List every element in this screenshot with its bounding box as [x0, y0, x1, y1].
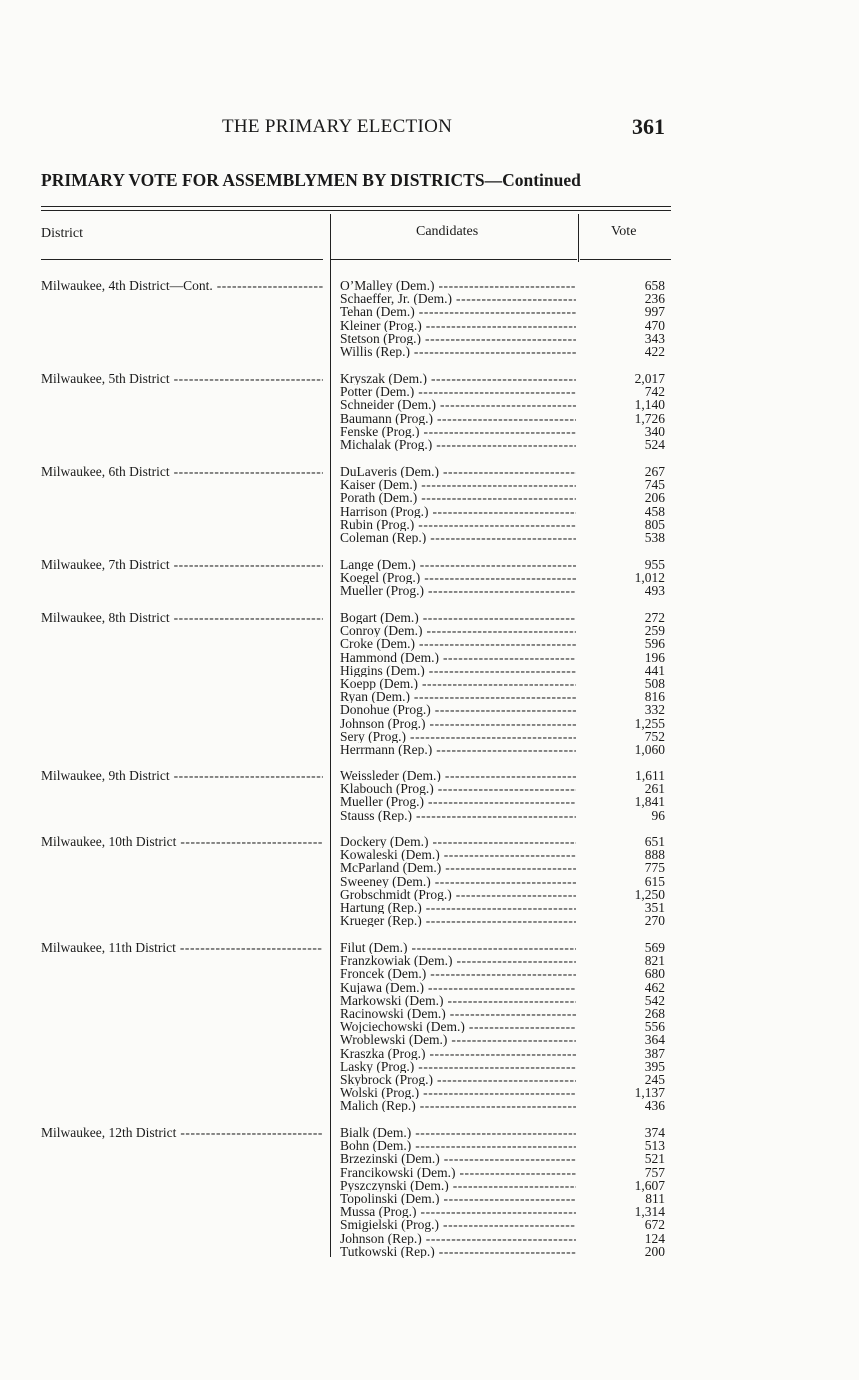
running-head: THE PRIMARY ELECTION — [222, 116, 453, 137]
table-row — [340, 1166, 671, 1179]
district-name: Milwaukee, 7th District ----- — [41, 558, 323, 571]
district-name: Milwaukee, 12th District ----- — [41, 1126, 323, 1139]
vote-count: 805 — [644, 516, 665, 532]
table-row — [340, 782, 671, 795]
candidate-name: Porath (Dem.) ----- — [340, 491, 576, 504]
table-row — [340, 584, 671, 597]
table-row — [340, 717, 671, 730]
vote-count: 259 — [644, 623, 665, 639]
vote-count: 680 — [644, 966, 665, 982]
vote-count: 267 — [644, 464, 665, 479]
vote-count: 206 — [644, 490, 665, 506]
header-bottom-rule-district — [41, 259, 323, 260]
vote-count: 775 — [644, 860, 665, 876]
district-name: Milwaukee, 4th District—Cont. ----- — [41, 279, 323, 292]
district-name: Milwaukee, 10th District ----- — [41, 835, 323, 848]
vote-count: 96 — [651, 807, 665, 823]
candidate-name: Malich (Rep.) ----- — [340, 1099, 576, 1112]
candidate-name: Dockery (Dem.) ----- — [340, 835, 576, 848]
candidate-name: Herrmann (Rep.) ----- — [340, 743, 576, 756]
candidate-name: Fenske (Prog.) ----- — [340, 425, 576, 438]
table-row — [340, 611, 671, 624]
table-row — [340, 981, 671, 994]
candidate-name: Kryszak (Dem.) ----- — [340, 372, 576, 385]
vote-count: 268 — [644, 1005, 665, 1021]
table-row — [340, 1047, 671, 1060]
vote-count: 332 — [644, 702, 665, 718]
vote-count: 364 — [644, 1032, 665, 1048]
candidate-name: Rubin (Prog.) ----- — [340, 518, 576, 531]
candidate-list — [340, 372, 671, 451]
column-header-candidates: Candidates — [416, 224, 479, 239]
table-row — [340, 372, 671, 385]
candidate-name: Lasky (Prog.) ----- — [340, 1060, 576, 1073]
candidate-name: Bialk (Dem.) ----- — [340, 1126, 576, 1139]
table-row — [340, 994, 671, 1007]
table-row — [340, 730, 671, 743]
vote-count: 569 — [644, 940, 665, 955]
table-row — [340, 1152, 671, 1165]
candidate-name: Hammond (Dem.) ----- — [340, 651, 576, 664]
vote-count: 340 — [644, 423, 665, 439]
candidate-name: Harrison (Prog.) ----- — [340, 505, 576, 518]
district-name: Milwaukee, 11th District ----- — [41, 941, 323, 954]
vote-count: 351 — [644, 899, 665, 915]
table-row — [340, 491, 671, 504]
table-row — [340, 835, 671, 848]
candidate-name: Baumann (Prog.) ----- — [340, 412, 576, 425]
table-row — [340, 385, 671, 398]
candidate-name: Stauss (Rep.) ----- — [340, 809, 576, 822]
vote-count: 745 — [644, 477, 665, 493]
candidate-name: Michalak (Prog.) ----- — [340, 438, 576, 451]
table-row — [340, 292, 671, 305]
table-row — [340, 518, 671, 531]
table-row — [340, 1007, 671, 1020]
table-row — [340, 677, 671, 690]
vote-count: 1,255 — [634, 715, 665, 731]
vote-count: 124 — [644, 1230, 665, 1246]
district-name: Milwaukee, 8th District ----- — [41, 611, 323, 624]
column-header-district: District — [41, 226, 83, 241]
candidate-name: Ryan (Dem.) ----- — [340, 690, 576, 703]
vote-count: 422 — [644, 343, 665, 359]
vote-count: 821 — [644, 953, 665, 969]
candidate-name: Skybrock (Prog.) ----- — [340, 1073, 576, 1086]
vote-count: 1,726 — [634, 410, 665, 426]
candidate-name: Weissleder (Dem.) ----- — [340, 769, 576, 782]
candidate-name: Higgins (Dem.) ----- — [340, 664, 576, 677]
table-row — [340, 505, 671, 518]
table-row — [340, 967, 671, 980]
table-row — [340, 1218, 671, 1231]
candidate-name: Wroblewski (Dem.) ----- — [340, 1033, 576, 1046]
table-row — [340, 1179, 671, 1192]
vote-count: 1,314 — [634, 1204, 665, 1220]
candidate-name: McParland (Dem.) ----- — [340, 861, 576, 874]
vote-count: 1,607 — [634, 1177, 665, 1193]
table-row — [340, 1126, 671, 1139]
table-row — [340, 438, 671, 451]
table-row — [340, 901, 671, 914]
candidate-name: Mueller (Prog.) ----- — [340, 795, 576, 808]
candidate-name: Mueller (Prog.) ----- — [340, 584, 576, 597]
vote-count: 521 — [644, 1151, 665, 1167]
candidate-name: Kraszka (Prog.) ----- — [340, 1047, 576, 1060]
candidate-name: Lange (Dem.) ----- — [340, 558, 576, 571]
candidate-name: Kowaleski (Dem.) ----- — [340, 848, 576, 861]
table-row — [340, 425, 671, 438]
candidate-name: Brzezinski (Dem.) ----- — [340, 1152, 576, 1165]
candidate-name: Johnson (Prog.) ----- — [340, 717, 576, 730]
table-row — [340, 624, 671, 637]
candidate-name: Filut (Dem.) ----- — [340, 941, 576, 954]
table-row — [340, 651, 671, 664]
table-row — [340, 305, 671, 318]
table-top-rule-2 — [41, 210, 671, 211]
table-row — [340, 941, 671, 954]
table-row — [340, 465, 671, 478]
candidate-name: Sweeney (Dem.) ----- — [340, 875, 576, 888]
candidate-list — [340, 611, 671, 756]
vote-count: 470 — [644, 317, 665, 333]
table-row — [340, 769, 671, 782]
candidate-name: Klabouch (Prog.) ----- — [340, 782, 576, 795]
table-row — [340, 1245, 671, 1258]
table-row — [340, 1073, 671, 1086]
candidate-name: Francikowski (Dem.) ----- — [340, 1166, 576, 1179]
candidate-name: Coleman (Rep.) ----- — [340, 531, 576, 544]
table-row — [340, 1192, 671, 1205]
header-bottom-rule-vote — [580, 259, 671, 260]
vote-count: 615 — [644, 873, 665, 889]
column-divider-1 — [330, 214, 331, 1257]
vote-count: 672 — [644, 1217, 665, 1233]
candidate-name: Froncek (Dem.) ----- — [340, 967, 576, 980]
vote-count: 261 — [644, 781, 665, 797]
candidate-name: Markowski (Dem.) ----- — [340, 994, 576, 1007]
candidate-name: Donohue (Prog.) ----- — [340, 703, 576, 716]
candidate-list — [340, 835, 671, 927]
vote-count: 596 — [644, 636, 665, 652]
table-row — [340, 319, 671, 332]
vote-count: 1,140 — [634, 397, 665, 413]
candidate-name: Johnson (Rep.) ----- — [340, 1232, 576, 1245]
table-row — [340, 398, 671, 411]
candidate-name: Smigielski (Prog.) ----- — [340, 1218, 576, 1231]
candidate-name: Stetson (Prog.) ----- — [340, 332, 576, 345]
candidate-name: Willis (Rep.) ----- — [340, 345, 576, 358]
table-row — [340, 637, 671, 650]
vote-count: 752 — [644, 728, 665, 744]
column-divider-2 — [578, 214, 579, 262]
candidate-name: Kleiner (Prog.) ----- — [340, 319, 576, 332]
table-row — [340, 875, 671, 888]
table-row — [340, 914, 671, 927]
vote-count: 888 — [644, 847, 665, 863]
column-header-vote: Vote — [611, 224, 637, 239]
candidate-name: Hartung (Rep.) ----- — [340, 901, 576, 914]
vote-count: 1,012 — [634, 570, 665, 586]
table-row — [340, 954, 671, 967]
candidate-name: Grobschmidt (Prog.) ----- — [340, 888, 576, 901]
vote-count: 658 — [644, 278, 665, 293]
vote-count: 343 — [644, 330, 665, 346]
vote-count: 2,017 — [634, 371, 665, 386]
candidate-name: Franzkowiak (Dem.) ----- — [340, 954, 576, 967]
vote-count: 1,060 — [634, 741, 665, 757]
candidate-name: Kaiser (Dem.) ----- — [340, 478, 576, 491]
candidate-list — [340, 769, 671, 822]
vote-count: 955 — [644, 557, 665, 572]
candidate-list — [340, 1126, 671, 1258]
candidate-name: Tutkowski (Rep.) ----- — [340, 1245, 576, 1258]
candidate-name: Mussa (Prog.) ----- — [340, 1205, 576, 1218]
table-row — [340, 332, 671, 345]
vote-count: 508 — [644, 675, 665, 691]
vote-count: 374 — [644, 1125, 665, 1140]
vote-count: 462 — [644, 979, 665, 995]
district-name: Milwaukee, 6th District ----- — [41, 465, 323, 478]
candidate-name: Koegel (Prog.) ----- — [340, 571, 576, 584]
candidate-name: Bohn (Dem.) ----- — [340, 1139, 576, 1152]
page-number: 361 — [632, 114, 665, 139]
candidate-name: Wojciechowski (Dem.) ----- — [340, 1020, 576, 1033]
table-row — [340, 1033, 671, 1046]
vote-count: 493 — [644, 583, 665, 599]
vote-count: 1,250 — [634, 886, 665, 902]
vote-count: 816 — [644, 689, 665, 705]
vote-count: 1,841 — [634, 794, 665, 810]
table-row — [340, 795, 671, 808]
table-row — [340, 412, 671, 425]
candidate-name: O’Malley (Dem.) ----- — [340, 279, 576, 292]
table-row — [340, 664, 671, 677]
vote-count: 513 — [644, 1138, 665, 1154]
candidate-list — [340, 279, 671, 358]
table-row — [340, 558, 671, 571]
table-row — [340, 1086, 671, 1099]
vote-count: 757 — [644, 1164, 665, 1180]
candidate-name: Koepp (Dem.) ----- — [340, 677, 576, 690]
vote-count: 236 — [644, 291, 665, 307]
candidate-name: Conroy (Dem.) ----- — [340, 624, 576, 637]
candidate-name: Topolinski (Dem.) ----- — [340, 1192, 576, 1205]
vote-count: 200 — [644, 1243, 665, 1259]
candidate-list — [340, 558, 671, 598]
vote-count: 387 — [644, 1045, 665, 1061]
table-row — [340, 279, 671, 292]
vote-count: 556 — [644, 1019, 665, 1035]
candidate-name: Bogart (Dem.) ----- — [340, 611, 576, 624]
table-row — [340, 690, 671, 703]
table-row — [340, 703, 671, 716]
vote-count: 272 — [644, 610, 665, 625]
candidate-name: Tehan (Dem.) ----- — [340, 305, 576, 318]
header-bottom-rule-candidates — [331, 259, 577, 260]
table-row — [340, 888, 671, 901]
candidate-name: Schneider (Dem.) ----- — [340, 398, 576, 411]
candidate-name: Sery (Prog.) ----- — [340, 730, 576, 743]
candidate-list — [340, 941, 671, 1112]
table-row — [340, 571, 671, 584]
candidate-name: Croke (Dem.) ----- — [340, 637, 576, 650]
vote-count: 436 — [644, 1098, 665, 1114]
table-row — [340, 1099, 671, 1112]
table-title: PRIMARY VOTE FOR ASSEMBLYMEN BY DISTRICTS—Continued — [41, 170, 581, 190]
vote-count: 458 — [644, 503, 665, 519]
candidate-name: Racinowski (Dem.) ----- — [340, 1007, 576, 1020]
table-row — [340, 743, 671, 756]
table-row — [340, 1205, 671, 1218]
vote-count: 538 — [644, 529, 665, 545]
table-row — [340, 478, 671, 491]
candidate-name: Kujawa (Dem.) ----- — [340, 981, 576, 994]
table-row — [340, 1020, 671, 1033]
table-row — [340, 809, 671, 822]
vote-count: 542 — [644, 992, 665, 1008]
candidate-name: Krueger (Rep.) ----- — [340, 914, 576, 927]
vote-count: 1,137 — [634, 1085, 665, 1101]
candidate-list — [340, 465, 671, 544]
table-top-rule — [41, 206, 671, 207]
table-row — [340, 848, 671, 861]
vote-count: 651 — [644, 834, 665, 849]
table-row — [340, 861, 671, 874]
vote-count: 395 — [644, 1058, 665, 1074]
table-row — [340, 1060, 671, 1073]
vote-count: 997 — [644, 304, 665, 320]
vote-count: 270 — [644, 913, 665, 929]
vote-count: 441 — [644, 662, 665, 678]
district-name: Milwaukee, 9th District ----- — [41, 769, 323, 782]
candidate-name: Potter (Dem.) ----- — [340, 385, 576, 398]
candidate-name: Pyszczynski (Dem.) ----- — [340, 1179, 576, 1192]
table-row — [340, 1232, 671, 1245]
vote-count: 524 — [644, 436, 665, 452]
table-row — [340, 531, 671, 544]
table-row — [340, 345, 671, 358]
candidate-name: Wolski (Prog.) ----- — [340, 1086, 576, 1099]
vote-count: 811 — [645, 1190, 665, 1206]
district-name: Milwaukee, 5th District ----- — [41, 372, 323, 385]
table-row — [340, 1139, 671, 1152]
candidate-name: Schaeffer, Jr. (Dem.) ----- — [340, 292, 576, 305]
vote-count: 196 — [644, 649, 665, 665]
vote-count: 1,611 — [635, 768, 665, 783]
vote-count: 742 — [644, 384, 665, 400]
candidate-name: DuLaveris (Dem.) ----- — [340, 465, 576, 478]
vote-count: 245 — [644, 1071, 665, 1087]
